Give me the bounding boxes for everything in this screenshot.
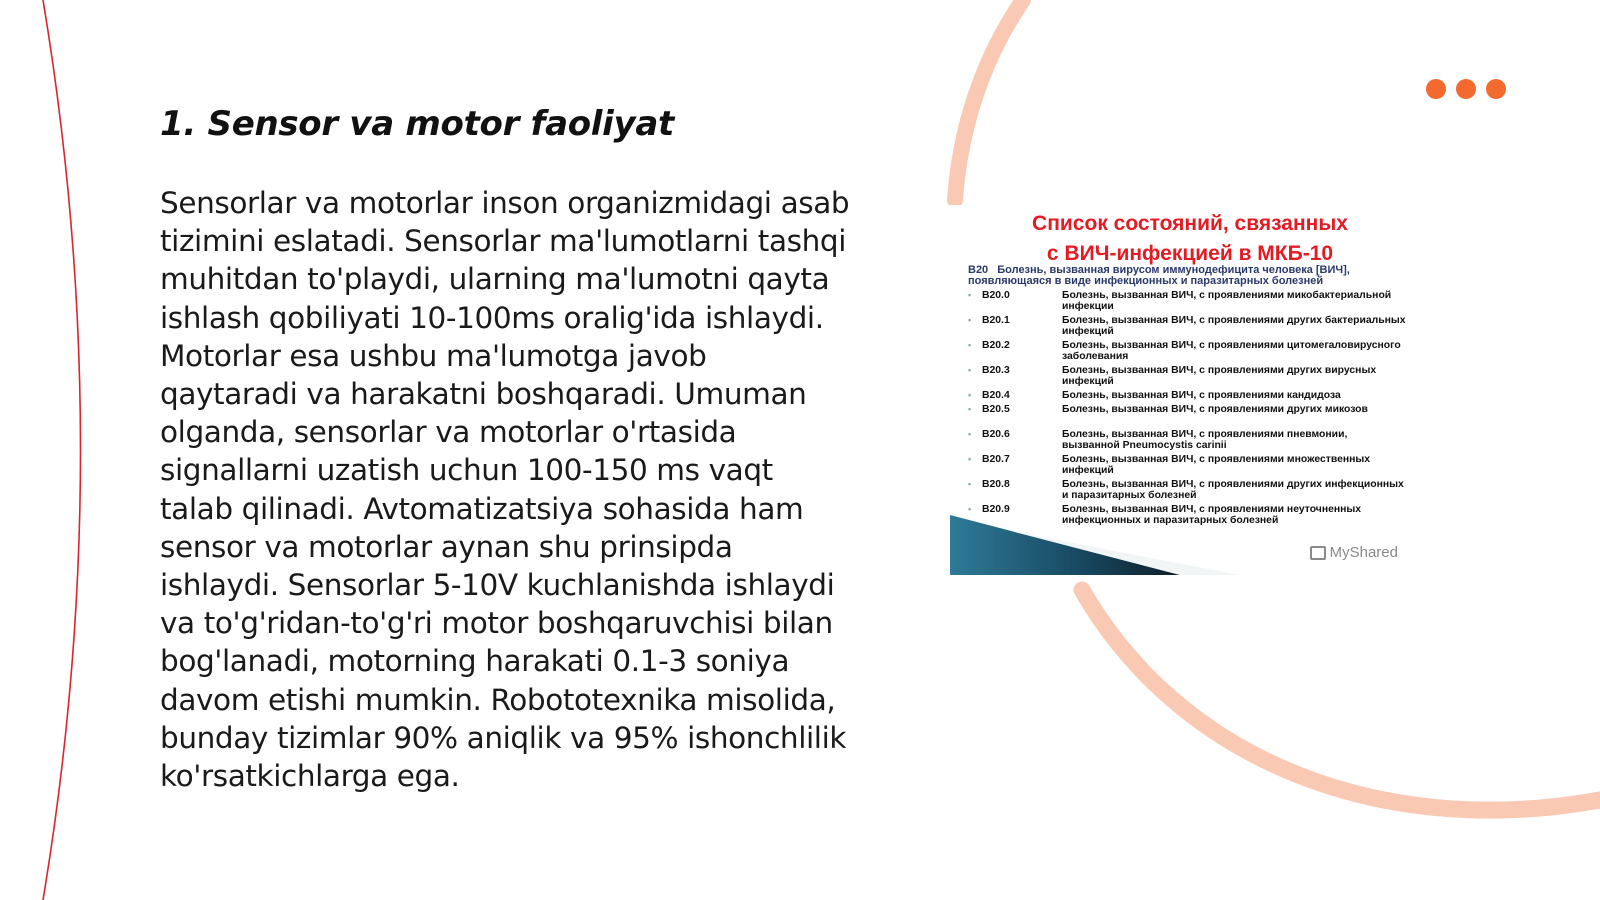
bullet-icon: • — [968, 340, 972, 350]
icd-row — [968, 365, 1418, 390]
icd-code: B20.0 — [982, 290, 1010, 301]
bullet-icon: • — [968, 454, 972, 464]
icd-description: Болезнь, вызванная ВИЧ, с проявлениями неуточненных инфекционных и паразитарных болезней — [1062, 504, 1362, 526]
icd-row — [968, 290, 1418, 315]
bullet-icon: • — [968, 504, 972, 514]
icd-description: Болезнь, вызванная ВИЧ, с проявлениями других бактериальных инфекций — [1062, 315, 1406, 337]
icd-code: B20.1 — [982, 315, 1010, 326]
dot-3 — [1486, 79, 1506, 99]
bullet-icon: • — [968, 429, 972, 439]
icd-row — [968, 479, 1418, 504]
bullet-icon: • — [968, 390, 972, 400]
icd-code: B20.3 — [982, 365, 1010, 376]
bullet-icon: • — [968, 479, 972, 489]
peach-arc-lower — [1082, 590, 1600, 810]
image-title-line2: с ВИЧ-инфекцией в МКБ-10 — [1046, 242, 1334, 265]
icd-description: Болезнь, вызванная ВИЧ, с проявлениями других микозов — [1062, 404, 1368, 415]
watermark-text: MyShared — [1329, 544, 1398, 561]
icd-description: Болезнь, вызванная ВИЧ, с проявлениями пневмонии, вызванной Pneumocystis carinii — [1062, 429, 1348, 451]
icd-description: Болезнь, вызванная ВИЧ, с проявлениями цитомегаловирусного заболевания — [1062, 340, 1401, 362]
icd-main-code: B20 — [968, 264, 989, 276]
icd-row — [968, 340, 1418, 365]
icd-description: Болезнь, вызванная ВИЧ, с проявлениями микобактериальной инфекции — [1062, 290, 1392, 312]
icd-description: Болезнь, вызванная ВИЧ, с проявлениями кандидоза — [1062, 390, 1341, 401]
icd-description: Болезнь, вызванная ВИЧ, с проявлениями других вирусных инфекций — [1062, 365, 1377, 387]
icd-code: B20.5 — [982, 404, 1010, 415]
icd-row — [968, 315, 1418, 340]
dot-2 — [1456, 79, 1476, 99]
bullet-icon: • — [968, 365, 972, 375]
peach-arc-upper — [955, 0, 1023, 200]
menu-dots — [1426, 79, 1506, 99]
myshared-logo-icon — [1310, 546, 1326, 560]
icd-code: B20.4 — [982, 390, 1010, 401]
icd-row — [968, 390, 1418, 404]
icd-row — [968, 454, 1418, 479]
bullet-icon: • — [968, 290, 972, 300]
icd-code: B20.8 — [982, 479, 1010, 490]
bullet-icon: • — [968, 404, 972, 414]
icd-main-desc: Болезнь, вызванная вирусом иммунодефицита человека [ВИЧ], появляющаяся в виде инфекционных и паразитарных болезней — [968, 264, 1350, 287]
icd-description: Болезнь, вызванная ВИЧ, с проявлениями других инфекционных и паразитарных болезней — [1062, 479, 1404, 501]
slide-title: 1. Sensor va motor faoliyat — [160, 104, 674, 144]
icd-code-list — [968, 290, 1418, 529]
slide-body-text: Sensorlar va motorlar inson organizmidagi asab tizimini eslatadi. Sensorlar ma'lumotlarni tashqi muhitdan to'playdi, ularning ma'lumotni qayta ishlash qobiliyati 10-100ms oralig'ida ishlaydi. Motorlar esa ushbu ma'lumotga javob qaytaradi va harakatni boshqaradi. Umuman olganda, sensorlar va motorlar o'rtasida signallarni uzatish uchun 100-150 ms vaqt talab qilinadi. Avtomatizatsiya sohasida ham sensor va motorlar aynan shu prinsipda ishlaydi. Sensorlar 5-10V kuchlanishda ishlaydi va to'g'ridan-to'g'ri motor boshqaruvchisi bilan bog'lanadi, motorning harakati 0.1-3 soniya davom etishi mumkin. Robototexnika misolida, bunday tizimlar 90% aniqlik va 95% ishonchlilik ko'rsatkichlarga ega. — [160, 186, 850, 794]
icd-code: B20.9 — [982, 504, 1010, 515]
icd-row — [968, 429, 1418, 454]
icd-code: B20.6 — [982, 429, 1010, 440]
embedded-slide-image — [950, 205, 1430, 575]
image-title — [950, 209, 1430, 269]
icd-description: Болезнь, вызванная ВИЧ, с проявлениями множественных инфекций — [1062, 454, 1371, 476]
left-red-curve — [43, 0, 81, 900]
icd-code: B20.7 — [982, 454, 1010, 465]
dot-1 — [1426, 79, 1446, 99]
myshared-watermark — [1310, 544, 1398, 561]
image-title-line1: Список состояний, связанных — [1032, 212, 1348, 235]
icd-code: B20.2 — [982, 340, 1010, 351]
icd-main-row — [968, 265, 1408, 287]
icd-row — [968, 404, 1418, 429]
bullet-icon: • — [968, 315, 972, 325]
